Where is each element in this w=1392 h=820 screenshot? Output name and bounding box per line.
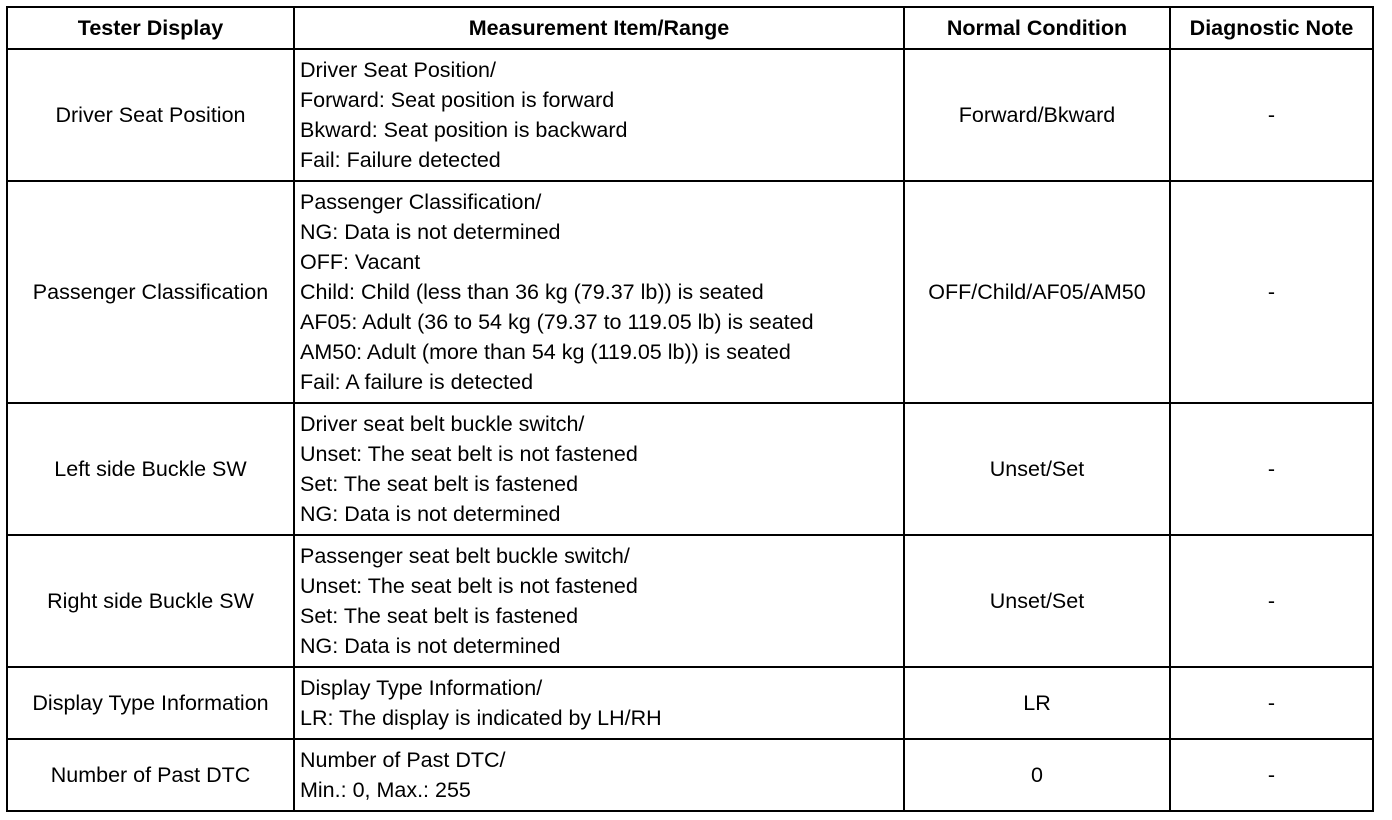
measurement-line: Unset: The seat belt is not fastened (300, 442, 638, 466)
measurement-line: AF05: Adult (36 to 54 kg (79.37 to 119.05 lb) is seated (300, 310, 814, 334)
header-tester-display: Tester Display (7, 7, 294, 49)
measurement-line: Fail: Failure detected (300, 148, 501, 172)
measurement-line: Set: The seat belt is fastened (300, 472, 579, 496)
diagnostic-note-cell: - (1170, 403, 1373, 535)
normal-condition-cell: Unset/Set (904, 535, 1170, 667)
measurement-line: Driver seat belt buckle switch/ (300, 412, 585, 436)
measurement-line: NG: Data is not determined (300, 502, 561, 526)
measurement-line: Passenger Classification/ (300, 190, 542, 214)
measurement-line: AM50: Adult (more than 54 kg (119.05 lb)) is seated (300, 340, 791, 364)
measurement-line: Passenger seat belt buckle switch/ (300, 544, 630, 568)
measurement-line: OFF: Vacant (300, 250, 421, 274)
measurement-cell (294, 49, 904, 181)
diagnostic-note-cell: - (1170, 49, 1373, 181)
table-row (7, 739, 1373, 811)
normal-condition-cell: 0 (904, 739, 1170, 811)
normal-condition-cell: OFF/Child/AF05/AM50 (904, 181, 1170, 403)
table-row (7, 667, 1373, 739)
data-list-table (6, 6, 1374, 812)
normal-condition-cell: Forward/Bkward (904, 49, 1170, 181)
diagnostic-note-cell: - (1170, 667, 1373, 739)
header-measurement-item-range: Measurement Item/Range (294, 7, 904, 49)
measurement-line: Driver Seat Position/ (300, 58, 496, 82)
measurement-line: Set: The seat belt is fastened (300, 604, 579, 628)
tester-display-cell: Left side Buckle SW (7, 403, 294, 535)
measurement-line: Bkward: Seat position is backward (300, 118, 628, 142)
measurement-line: Forward: Seat position is forward (300, 88, 615, 112)
measurement-line: Unset: The seat belt is not fastened (300, 574, 638, 598)
diagnostic-note-cell: - (1170, 535, 1373, 667)
measurement-cell (294, 667, 904, 739)
tester-display-cell: Right side Buckle SW (7, 535, 294, 667)
header-normal-condition: Normal Condition (904, 7, 1170, 49)
measurement-cell (294, 535, 904, 667)
header-row (7, 7, 1373, 49)
measurement-line: NG: Data is not determined (300, 634, 561, 658)
measurement-line: Number of Past DTC/ (300, 748, 506, 772)
measurement-line: NG: Data is not determined (300, 220, 561, 244)
table-row (7, 181, 1373, 403)
diagnostic-note-cell: - (1170, 739, 1373, 811)
measurement-line: LR: The display is indicated by LH/RH (300, 706, 662, 730)
measurement-cell (294, 739, 904, 811)
measurement-line: Min.: 0, Max.: 255 (300, 778, 471, 802)
header-diagnostic-note: Diagnostic Note (1170, 7, 1373, 49)
tester-display-cell: Driver Seat Position (7, 49, 294, 181)
diagnostic-note-cell: - (1170, 181, 1373, 403)
table-row (7, 403, 1373, 535)
measurement-line: Child: Child (less than 36 kg (79.37 lb)) is seated (300, 280, 764, 304)
measurement-cell (294, 403, 904, 535)
normal-condition-cell: Unset/Set (904, 403, 1170, 535)
measurement-cell (294, 181, 904, 403)
measurement-line: Display Type Information/ (300, 676, 543, 700)
tester-display-cell: Passenger Classification (7, 181, 294, 403)
table-row (7, 535, 1373, 667)
table-row (7, 49, 1373, 181)
tester-display-cell: Number of Past DTC (7, 739, 294, 811)
tester-display-cell: Display Type Information (7, 667, 294, 739)
measurement-line: Fail: A failure is detected (300, 370, 534, 394)
normal-condition-cell: LR (904, 667, 1170, 739)
